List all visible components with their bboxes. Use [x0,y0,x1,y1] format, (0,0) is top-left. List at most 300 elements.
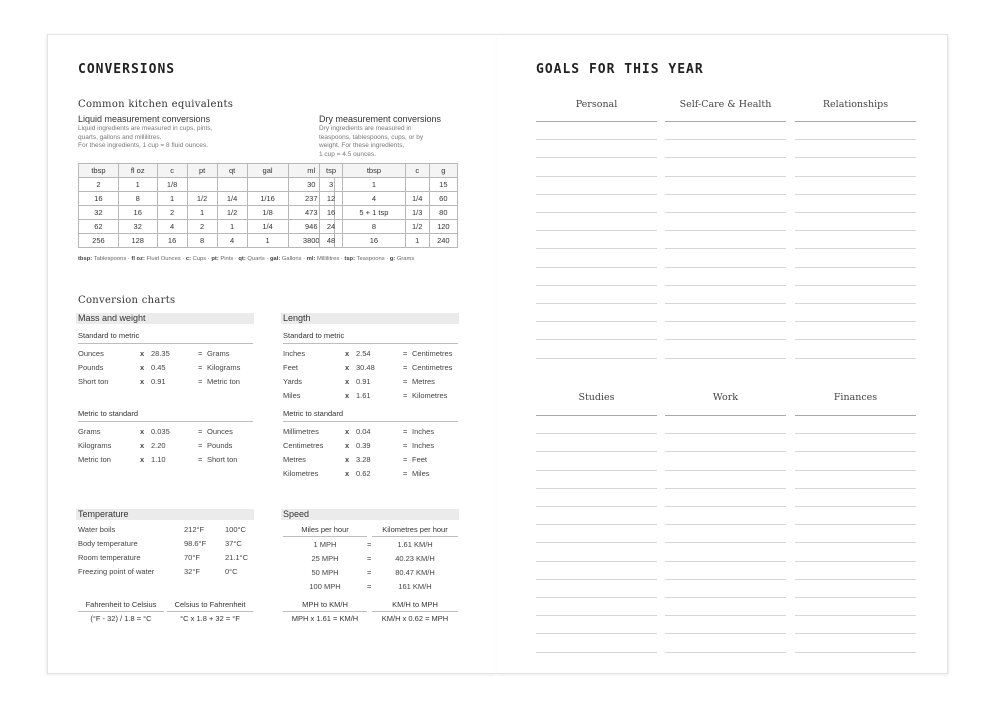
liquid-cell: 1/4 [217,192,247,206]
speed-col-mph: Miles per hour [283,525,367,537]
dry-cell: 1/2 [405,220,429,234]
dry-cell: 15 [429,178,457,192]
length-metric-from: Inches [283,349,306,358]
goals-grid [497,35,947,673]
liquid-cell: 1/4 [247,220,288,234]
temp-label: Room temperature [78,553,141,562]
goal-line[interactable] [536,488,657,489]
speed-kmh: 161 KM/H [398,582,432,591]
goal-line[interactable] [665,121,786,122]
legend-abbr: gal: [269,256,281,262]
temp-celsius: 21.1°C [225,553,249,562]
goal-line[interactable] [665,248,786,249]
mass-metric-times: x [140,377,145,386]
mass-standard-times: x [140,441,145,450]
temp-celsius: 37°C [225,539,242,548]
goal-line[interactable] [665,433,786,434]
legend-separator: · [233,256,239,262]
length-standard-to: Inches [412,441,435,450]
liquid-header-cell: tbsp [79,164,119,178]
liquid-note-line: Liquid ingredients are measured in cups, pints, [78,125,213,132]
length-standard-from: Metres [283,455,306,464]
legend-abbr: qt: [238,256,246,262]
legend-separator: · [384,256,390,262]
liquid-row [79,206,335,220]
length-standard-factor: 0.62 [356,469,371,478]
goal-line[interactable] [795,339,916,340]
mass-standard-from: Kilograms [78,441,112,450]
length-standard-factor: 0.04 [356,427,371,436]
mass-metric-times: x [140,349,145,358]
goal-line[interactable] [795,633,916,634]
legend-item: c: Cups [185,256,207,262]
temp-fahrenheit: 70°F [184,553,200,562]
liquid-header-cell: gal [247,164,288,178]
speed-kmh: 80.47 KM/H [395,568,435,577]
liquid-header-cell: c [157,164,187,178]
liquid-header-cell: ml [288,164,334,178]
goal-line[interactable] [536,524,657,525]
length-standard-equals: = [403,441,408,450]
goal-line[interactable] [795,579,916,580]
mass-standard-to: Short ton [207,455,238,464]
conversions-page [47,34,497,674]
legend-abbr: ml: [306,256,316,262]
legend-abbr: pt: [211,256,219,262]
length-metric-times: x [345,349,350,358]
goal-line[interactable] [665,451,786,452]
liquid-cell: 1/16 [247,192,288,206]
liquid-cell: 946 [288,220,334,234]
dry-cell: 1/3 [405,206,429,220]
length-metric-to: Centimetres [412,363,453,372]
length-metric-equals: = [403,391,408,400]
goal-line[interactable] [795,139,916,140]
goal-line[interactable] [665,488,786,489]
mass-metric-from: Pounds [78,363,104,372]
liquid-cell: 1/8 [157,178,187,192]
goal-line[interactable] [665,524,786,525]
dry-note-line: teaspoons, tablespoons, cups, or by [319,133,424,141]
length-metric-factor: 0.91 [356,377,371,386]
length-standard-equals: = [403,455,408,464]
liquid-cell: 16 [79,192,119,206]
goal-line[interactable] [795,597,916,598]
liquid-cell: 8 [187,234,217,248]
liquid-cell: 3800 [288,234,334,248]
goal-line[interactable] [795,506,916,507]
liquid-cell: 1 [157,192,187,206]
speed-mph: 100 MPH [309,582,341,591]
legend-abbr: fl oz: [131,256,145,262]
goal-line[interactable] [665,597,786,598]
goal-line[interactable] [665,415,786,416]
temp-celsius: 100°C [225,525,246,534]
goal-line[interactable] [536,633,657,634]
liquid-cell: 4 [217,234,247,248]
goal-line[interactable] [795,561,916,562]
legend-item: g: Grams [389,256,415,262]
legend-separator: · [126,256,132,262]
liquid-cell [217,178,247,192]
legend-item: tbsp: Tablespoons [78,256,127,262]
goal-line[interactable] [665,358,786,359]
liquid-cell: 16 [118,206,157,220]
goal-line[interactable] [536,358,657,359]
goal-line[interactable] [536,597,657,598]
legend-item: fl oz: Fluid Ounces [131,256,181,262]
speed-kmh: 40.23 KM/H [395,554,435,563]
length-to-standard-label: Metric to standard [283,409,458,422]
liquid-cell: 2 [79,178,119,192]
goal-line[interactable] [536,121,657,122]
length-metric-factor: 30.48 [356,363,375,372]
liquid-cell: 1 [118,178,157,192]
f-to-c-label: Fahrenheit to Celsius [78,600,164,612]
goal-line[interactable] [536,542,657,543]
liquid-cell: 32 [79,206,119,220]
dry-cell: 16 [320,206,343,220]
speed-mph: 50 MPH [311,568,339,577]
legend-item: gal: Gallons [269,256,302,262]
abbreviation-legend [78,256,414,262]
length-metric-equals: = [403,363,408,372]
liquid-cell: 1 [247,234,288,248]
dry-cell: 60 [429,192,457,206]
mass-metric-to: Metric ton [207,377,240,386]
mass-metric-equals: = [198,377,203,386]
goal-line[interactable] [795,415,916,416]
temp-label: Body temperature [78,539,138,548]
goal-line[interactable] [665,470,786,471]
goal-line[interactable] [536,561,657,562]
dry-note-line: Dry ingredients are measured in [319,125,412,132]
dry-cell: 5 + 1 tsp [343,206,406,220]
goal-line[interactable] [665,303,786,304]
liquid-cell: 473 [288,206,334,220]
mass-metric-times: x [140,363,145,372]
mass-standard-equals: = [198,455,203,464]
kitchen-heading: Common kitchen equivalents [78,99,234,110]
liquid-header-cell: fl oz [118,164,157,178]
liquid-header-row [79,164,335,178]
legend-separator: · [180,256,186,262]
goal-line[interactable] [536,506,657,507]
goal-line[interactable] [795,285,916,286]
length-metric-factor: 2.54 [356,349,371,358]
dry-cell: 1/4 [405,192,429,206]
dry-row [320,234,458,248]
liquid-note-line: For these ingredients, 1 cup = 8 fluid ounces. [78,142,208,149]
liquid-cell: 30 [288,178,334,192]
dry-cell: 1 [343,178,406,192]
length-standard-from: Kilometres [283,469,319,478]
legend-separator: · [264,256,270,262]
legend-item: pt: Pints [211,256,234,262]
speed-kmh: 1.61 KM/H [397,540,433,549]
goal-line[interactable] [795,615,916,616]
liquid-header-cell: qt [217,164,247,178]
length-metric-times: x [345,391,350,400]
dry-cell: 8 [343,220,406,234]
length-metric-times: x [345,363,350,372]
mass-metric-factor: 0.91 [151,377,166,386]
goal-line[interactable] [536,652,657,653]
goal-line[interactable] [795,212,916,213]
goal-column-heading: Self-Care & Health [679,99,772,110]
goal-line[interactable] [665,339,786,340]
mass-standard-to: Ounces [207,427,233,436]
mass-standard-factor: 1.10 [151,455,166,464]
temp-fahrenheit: 98.6°F [184,539,207,548]
legend-item: qt: Quarts [238,256,265,262]
goal-column-heading: Studies [578,392,615,403]
liquid-table [78,163,335,248]
length-metric-from: Yards [283,377,303,386]
liquid-title: Liquid measurement conversions [78,114,211,124]
goal-line[interactable] [665,561,786,562]
goal-line[interactable] [795,524,916,525]
c-to-f-label: Celsius to Fahrenheit [167,600,253,612]
legend-separator: · [339,256,345,262]
goal-line[interactable] [536,579,657,580]
length-metric-equals: = [403,349,408,358]
mass-standard-to: Pounds [207,441,233,450]
length-metric-factor: 1.61 [356,391,371,400]
goal-line[interactable] [795,267,916,268]
mass-to-standard-label: Metric to standard [78,409,253,422]
goal-line[interactable] [536,415,657,416]
liquid-cell: 256 [79,234,119,248]
goal-line[interactable] [665,230,786,231]
goal-line[interactable] [665,139,786,140]
goal-line[interactable] [536,321,657,322]
mass-standard-factor: 2.20 [151,441,166,450]
goal-line[interactable] [795,194,916,195]
dry-header-cell: c [405,164,429,178]
dry-table [319,163,458,248]
mass-standard-equals: = [198,441,203,450]
goal-line[interactable] [795,488,916,489]
length-standard-factor: 0.39 [356,441,371,450]
dry-cell: 80 [429,206,457,220]
mass-metric-to: Grams [207,349,230,358]
goals-page [497,34,948,674]
goal-line[interactable] [665,615,786,616]
length-metric-from: Feet [283,363,299,372]
liquid-cell: 2 [187,220,217,234]
temperature-title: Temperature [76,509,254,520]
mass-title: Mass and weight [76,313,254,324]
liquid-row [79,234,335,248]
length-standard-from: Millimetres [283,427,319,436]
goal-line[interactable] [795,303,916,304]
dry-note [319,125,423,159]
dry-cell: 240 [429,234,457,248]
liquid-cell: 237 [288,192,334,206]
length-metric-to: Kilometres [412,391,448,400]
goal-line[interactable] [795,176,916,177]
goal-column-heading: Work [712,392,739,403]
dry-note-line: 1 cup = 4.5 ounces. [319,150,376,158]
dry-row [320,206,458,220]
legend-abbr: c: [185,256,191,262]
liquid-cell: 8 [118,192,157,206]
goal-line[interactable] [536,230,657,231]
length-metric-from: Miles [283,391,301,400]
liquid-cell: 1/2 [187,192,217,206]
mph-to-kmh-label: MPH to KM/H [283,600,367,612]
goal-line[interactable] [665,194,786,195]
length-title: Length [281,313,459,324]
liquid-cell [187,178,217,192]
liquid-cell: 1 [217,220,247,234]
goal-line[interactable] [795,542,916,543]
legend-abbr: g: [389,256,396,262]
liquid-cell [247,178,288,192]
goal-line[interactable] [665,321,786,322]
goal-line[interactable] [665,267,786,268]
mass-metric-from: Short ton [78,377,109,386]
goal-line[interactable] [665,579,786,580]
dry-cell: 12 [320,192,343,206]
liquid-cell: 128 [118,234,157,248]
mass-standard-factor: 0.035 [151,427,170,436]
dry-cell [405,178,429,192]
goal-line[interactable] [795,433,916,434]
liquid-row [79,178,335,192]
goal-column-heading: Personal [575,99,618,110]
temp-celsius: 0°C [225,567,238,576]
goal-line[interactable] [536,470,657,471]
dry-cell: 3 [320,178,343,192]
liquid-note-line: quarts, gallons and millilitres. [78,133,162,141]
goal-line[interactable] [795,470,916,471]
goals-title: GOALS FOR THIS YEAR [536,62,704,77]
temp-label: Water boils [78,525,116,534]
goal-line[interactable] [795,652,916,653]
goal-line[interactable] [665,633,786,634]
dry-row [320,192,458,206]
goal-line[interactable] [795,157,916,158]
liquid-cell: 2 [157,206,187,220]
goal-line[interactable] [536,339,657,340]
mass-standard-times: x [140,455,145,464]
speed-mph: 25 MPH [311,554,339,563]
length-standard-times: x [345,427,350,436]
dry-row [320,220,458,234]
liquid-cell: 4 [157,220,187,234]
goal-line[interactable] [795,321,916,322]
dry-cell: 120 [429,220,457,234]
mass-metric-equals: = [198,349,203,358]
goal-line[interactable] [536,157,657,158]
length-standard-times: x [345,455,350,464]
dry-header-cell: tsp [320,164,343,178]
speed-mph: 1 MPH [313,540,337,549]
goal-line[interactable] [536,433,657,434]
goal-line[interactable] [665,542,786,543]
goal-line[interactable] [665,285,786,286]
length-metric-to: Metres [412,377,435,386]
legend-separator: · [301,256,307,262]
goal-line[interactable] [536,194,657,195]
mass-metric-factor: 28.35 [151,349,170,358]
goal-line[interactable] [536,139,657,140]
length-standard-equals: = [403,469,408,478]
liquid-note [78,125,212,151]
temp-fahrenheit: 212°F [184,525,205,534]
goal-line[interactable] [795,358,916,359]
goal-line[interactable] [536,267,657,268]
goal-line[interactable] [795,451,916,452]
speed-equals: = [367,582,372,591]
dry-cell: 4 [343,192,406,206]
kmh-to-mph-label: KM/H to MPH [372,600,458,612]
goal-line[interactable] [536,285,657,286]
dry-note-line: weight. For these ingredients, [319,142,405,149]
mass-metric-from: Ounces [78,349,104,358]
legend-item: ml: Millilitres [306,256,340,262]
length-standard-from: Centimetres [283,441,324,450]
mass-metric-equals: = [198,363,203,372]
goal-line[interactable] [665,176,786,177]
liquid-cell: 1/2 [217,206,247,220]
liquid-header-cell: pt [187,164,217,178]
goal-line[interactable] [536,248,657,249]
length-to-metric-label: Standard to metric [283,331,458,344]
goal-line[interactable] [536,176,657,177]
c-to-f-formula: °C x 1.8 + 32 = °F [180,614,240,623]
mass-standard-from: Metric ton [78,455,111,464]
goal-line[interactable] [795,121,916,122]
goal-line[interactable] [665,506,786,507]
speed-equals: = [367,554,372,563]
goal-line[interactable] [665,212,786,213]
dry-header-cell: g [429,164,457,178]
goal-line[interactable] [665,157,786,158]
legend-separator: · [206,256,212,262]
goal-line[interactable] [665,652,786,653]
liquid-cell: 16 [157,234,187,248]
mass-standard-times: x [140,427,145,436]
goal-line[interactable] [536,615,657,616]
liquid-cell: 32 [118,220,157,234]
dry-title: Dry measurement conversions [319,114,442,124]
legend-abbr: tbsp: [78,256,93,262]
speed-equals: = [367,540,372,549]
mass-standard-from: Grams [78,427,101,436]
length-metric-times: x [345,377,350,386]
dry-header-cell: tbsp [343,164,406,178]
legend-item: tsp: Teaspoons [344,256,385,262]
mass-metric-factor: 0.45 [151,363,166,372]
length-standard-factor: 3.28 [356,455,371,464]
goal-line[interactable] [536,212,657,213]
liquid-row [79,220,335,234]
charts-heading: Conversion charts [78,295,176,306]
goal-line[interactable] [536,451,657,452]
length-metric-equals: = [403,377,408,386]
liquid-cell: 1/8 [247,206,288,220]
goal-line[interactable] [795,230,916,231]
temp-fahrenheit: 32°F [184,567,200,576]
dry-cell: 1 [405,234,429,248]
goal-line[interactable] [795,248,916,249]
liquid-row [79,192,335,206]
dry-cell: 16 [343,234,406,248]
goal-line[interactable] [536,303,657,304]
